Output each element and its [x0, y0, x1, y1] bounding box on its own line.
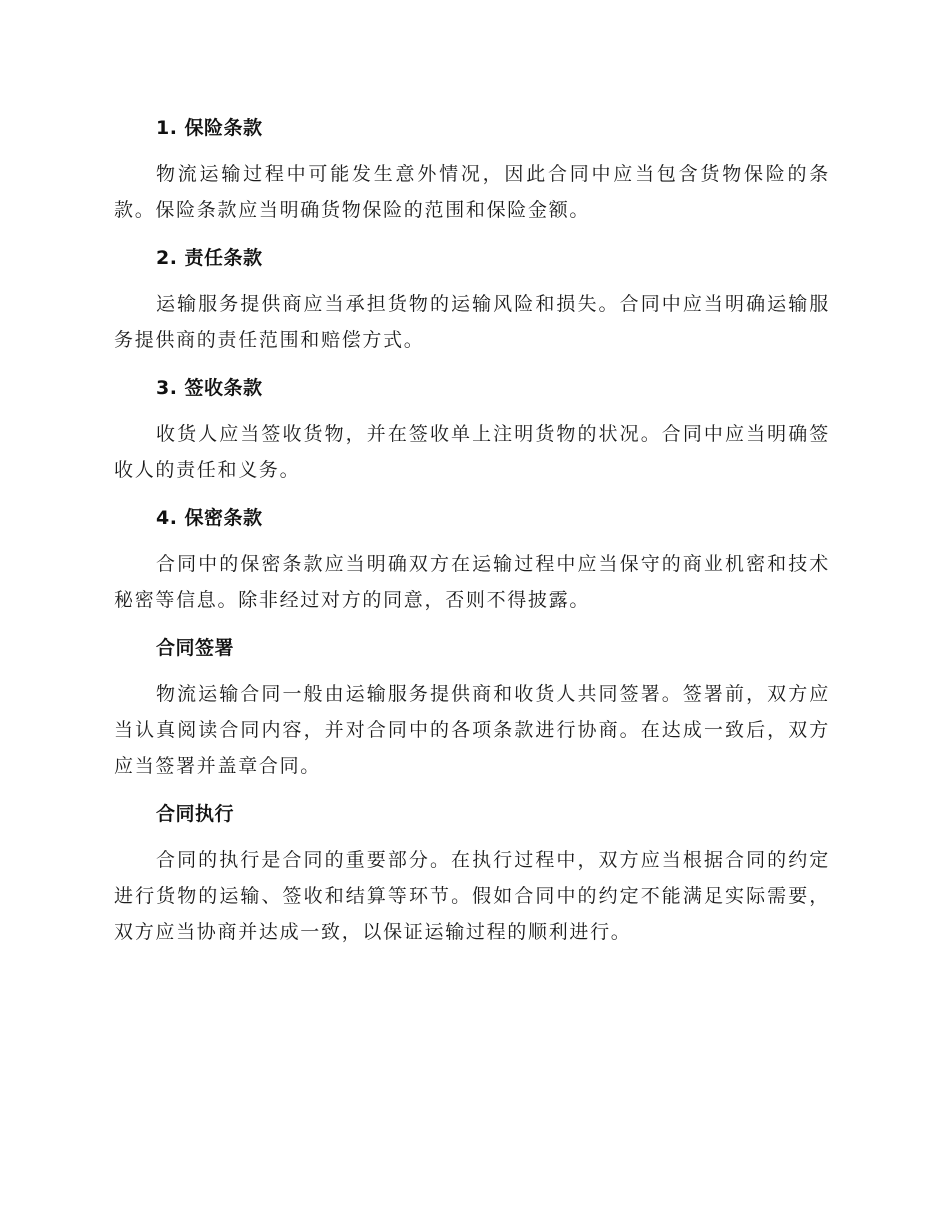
section-confidentiality-clause [114, 500, 830, 618]
section-heading: 3. 签收条款 [156, 377, 263, 399]
section-contract-execution [114, 796, 830, 950]
section-paragraph: 收货人应当签收货物，并在签收单上注明货物的状况。合同中应当明确签收人的责任和义务。 [114, 423, 830, 481]
section-insurance-clause [114, 110, 830, 228]
section-liability-clause [114, 240, 830, 358]
document-body [114, 110, 830, 962]
section-paragraph: 合同的执行是合同的重要部分。在执行过程中，双方应当根据合同的约定进行货物的运输、签收和结算等环节。假如合同中的约定不能满足实际需要，双方应当协商并达成一致，以保证运输过程的顺利进行。 [114, 849, 830, 943]
section-heading: 合同签署 [156, 637, 235, 659]
section-heading: 1. 保险条款 [156, 117, 263, 139]
section-heading: 合同执行 [156, 803, 235, 825]
section-paragraph: 物流运输合同一般由运输服务提供商和收货人共同签署。签署前，双方应当认真阅读合同内容，并对合同中的各项条款进行协商。在达成一致后，双方应当签署并盖章合同。 [114, 683, 830, 777]
section-paragraph: 运输服务提供商应当承担货物的运输风险和损失。合同中应当明确运输服务提供商的责任范围和赔偿方式。 [114, 293, 830, 351]
section-heading: 4. 保密条款 [156, 507, 263, 529]
section-receipt-clause [114, 370, 830, 488]
section-paragraph: 物流运输过程中可能发生意外情况，因此合同中应当包含货物保险的条款。保险条款应当明确货物保险的范围和保险金额。 [114, 163, 830, 221]
section-contract-signing [114, 630, 830, 784]
section-heading: 2. 责任条款 [156, 247, 263, 269]
section-paragraph: 合同中的保密条款应当明确双方在运输过程中应当保守的商业机密和技术秘密等信息。除非经过对方的同意，否则不得披露。 [114, 553, 830, 611]
